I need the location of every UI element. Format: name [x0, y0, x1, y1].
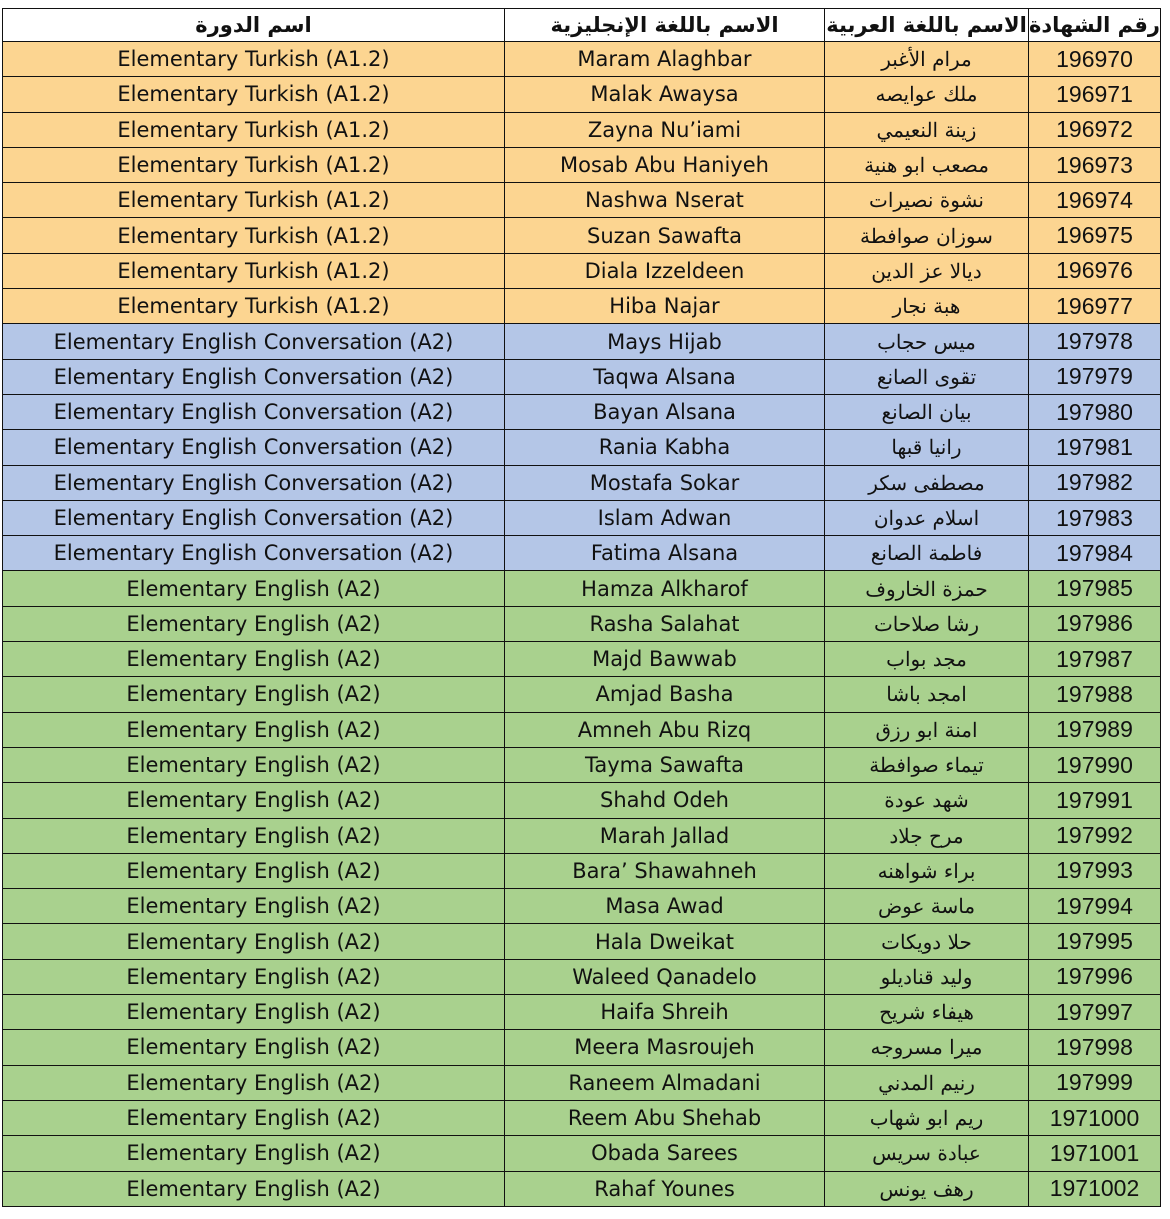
certificate-number-cell: 197985 — [1029, 571, 1161, 606]
english-name-cell: Waleed Qanadelo — [505, 959, 825, 994]
table-row — [3, 289, 1161, 324]
certificate-number-cell: 197996 — [1029, 959, 1161, 994]
arabic-name-cell: حلا دويكات — [825, 924, 1029, 959]
certificate-number-cell: 197980 — [1029, 394, 1161, 429]
course-cell: Elementary English (A2) — [3, 995, 505, 1030]
course-cell: Elementary English (A2) — [3, 747, 505, 782]
arabic-name-cell: شهد عودة — [825, 783, 1029, 818]
course-cell: Elementary Turkish (A1.2) — [3, 289, 505, 324]
certificate-number-cell: 196970 — [1029, 42, 1161, 77]
table-row — [3, 183, 1161, 218]
table-row — [3, 1030, 1161, 1065]
english-name-cell: Hiba Najar — [505, 289, 825, 324]
table-row — [3, 1065, 1161, 1100]
header-certificate-number: رقم الشهادة — [1029, 9, 1161, 42]
english-name-cell: Hamza Alkharof — [505, 571, 825, 606]
english-name-cell: Marah Jallad — [505, 818, 825, 853]
english-name-cell: Raneem Almadani — [505, 1065, 825, 1100]
certificate-number-cell: 197991 — [1029, 783, 1161, 818]
table-row — [3, 889, 1161, 924]
certificate-number-cell: 197989 — [1029, 712, 1161, 747]
arabic-name-cell: فاطمة الصانع — [825, 536, 1029, 571]
course-cell: Elementary English (A2) — [3, 1171, 505, 1206]
course-cell: Elementary English (A2) — [3, 1065, 505, 1100]
arabic-name-cell: هبة نجار — [825, 289, 1029, 324]
english-name-cell: Hala Dweikat — [505, 924, 825, 959]
english-name-cell: Islam Adwan — [505, 500, 825, 535]
table-row — [3, 500, 1161, 535]
table-row — [3, 924, 1161, 959]
table-row — [3, 1100, 1161, 1135]
course-cell: Elementary English (A2) — [3, 1100, 505, 1135]
english-name-cell: Rasha Salahat — [505, 606, 825, 641]
english-name-cell: Amjad Basha — [505, 677, 825, 712]
table-row — [3, 818, 1161, 853]
arabic-name-cell: تيماء صوافطة — [825, 747, 1029, 782]
table-row — [3, 783, 1161, 818]
certificate-number-cell: 1971000 — [1029, 1100, 1161, 1135]
arabic-name-cell: سوزان صوافطة — [825, 218, 1029, 253]
table-row — [3, 42, 1161, 77]
english-name-cell: Tayma Sawafta — [505, 747, 825, 782]
arabic-name-cell: مصعب ابو هنية — [825, 147, 1029, 182]
english-name-cell: Diala Izzeldeen — [505, 253, 825, 288]
arabic-name-cell: عبادة سريس — [825, 1136, 1029, 1171]
english-name-cell: Shahd Odeh — [505, 783, 825, 818]
arabic-name-cell: وليد قناديلو — [825, 959, 1029, 994]
english-name-cell: Fatima Alsana — [505, 536, 825, 571]
table-row — [3, 642, 1161, 677]
arabic-name-cell: بيان الصانع — [825, 394, 1029, 429]
certificate-number-cell: 197994 — [1029, 889, 1161, 924]
arabic-name-cell: مجد بواب — [825, 642, 1029, 677]
certificate-number-cell: 196973 — [1029, 147, 1161, 182]
english-name-cell: Maram Alaghbar — [505, 42, 825, 77]
certificate-number-cell: 196975 — [1029, 218, 1161, 253]
certificate-number-cell: 197988 — [1029, 677, 1161, 712]
certificate-number-cell: 197992 — [1029, 818, 1161, 853]
certificate-number-cell: 197986 — [1029, 606, 1161, 641]
table-row — [3, 112, 1161, 147]
arabic-name-cell: اسلام عدوان — [825, 500, 1029, 535]
arabic-name-cell: نشوة نصيرات — [825, 183, 1029, 218]
course-cell: Elementary English (A2) — [3, 783, 505, 818]
table-body — [3, 42, 1161, 1207]
course-cell: Elementary Turkish (A1.2) — [3, 183, 505, 218]
english-name-cell: Haifa Shreih — [505, 995, 825, 1030]
english-name-cell: Bayan Alsana — [505, 394, 825, 429]
english-name-cell: Zayna Nu’iami — [505, 112, 825, 147]
certificate-number-cell: 197998 — [1029, 1030, 1161, 1065]
table-row — [3, 677, 1161, 712]
table-row — [3, 430, 1161, 465]
certificate-number-cell: 197990 — [1029, 747, 1161, 782]
certificate-number-cell: 196972 — [1029, 112, 1161, 147]
course-cell: Elementary English (A2) — [3, 642, 505, 677]
certificate-number-cell: 197995 — [1029, 924, 1161, 959]
certificate-number-cell: 197982 — [1029, 465, 1161, 500]
english-name-cell: Taqwa Alsana — [505, 359, 825, 394]
english-name-cell: Amneh Abu Rizq — [505, 712, 825, 747]
table-row — [3, 77, 1161, 112]
arabic-name-cell: رهف يونس — [825, 1171, 1029, 1206]
table-row — [3, 253, 1161, 288]
certificate-number-cell: 196971 — [1029, 77, 1161, 112]
english-name-cell: Meera Masroujeh — [505, 1030, 825, 1065]
course-cell: Elementary English Conversation (A2) — [3, 465, 505, 500]
table-row — [3, 571, 1161, 606]
course-cell: Elementary Turkish (A1.2) — [3, 77, 505, 112]
certificate-number-cell: 197993 — [1029, 853, 1161, 888]
table-row — [3, 465, 1161, 500]
table-row — [3, 359, 1161, 394]
certificate-number-cell: 196976 — [1029, 253, 1161, 288]
english-name-cell: Bara’ Shawahneh — [505, 853, 825, 888]
course-cell: Elementary Turkish (A1.2) — [3, 147, 505, 182]
arabic-name-cell: مصطفى سكر — [825, 465, 1029, 500]
arabic-name-cell: مرام الأغبر — [825, 42, 1029, 77]
arabic-name-cell: ديالا عز الدين — [825, 253, 1029, 288]
english-name-cell: Reem Abu Shehab — [505, 1100, 825, 1135]
table-row — [3, 1136, 1161, 1171]
course-cell: Elementary English Conversation (A2) — [3, 500, 505, 535]
arabic-name-cell: مرح جلاد — [825, 818, 1029, 853]
arabic-name-cell: تقوى الصانع — [825, 359, 1029, 394]
course-cell: Elementary English (A2) — [3, 924, 505, 959]
arabic-name-cell: هيفاء شريح — [825, 995, 1029, 1030]
table-row — [3, 747, 1161, 782]
certificate-number-cell: 197983 — [1029, 500, 1161, 535]
certificate-number-cell: 197999 — [1029, 1065, 1161, 1100]
table-row — [3, 853, 1161, 888]
certificate-number-cell: 197979 — [1029, 359, 1161, 394]
certificate-number-cell: 1971002 — [1029, 1171, 1161, 1206]
course-cell: Elementary English (A2) — [3, 712, 505, 747]
certificate-number-cell: 197978 — [1029, 324, 1161, 359]
course-cell: Elementary Turkish (A1.2) — [3, 218, 505, 253]
arabic-name-cell: ميس حجاب — [825, 324, 1029, 359]
arabic-name-cell: ملك عوايصه — [825, 77, 1029, 112]
arabic-name-cell: زينة النعيمي — [825, 112, 1029, 147]
course-cell: Elementary English (A2) — [3, 571, 505, 606]
table-row — [3, 959, 1161, 994]
arabic-name-cell: ماسة عوض — [825, 889, 1029, 924]
certificate-number-cell: 197984 — [1029, 536, 1161, 571]
english-name-cell: Nashwa Nserat — [505, 183, 825, 218]
arabic-name-cell: امجد باشا — [825, 677, 1029, 712]
course-cell: Elementary Turkish (A1.2) — [3, 112, 505, 147]
arabic-name-cell: ميرا مسروجه — [825, 1030, 1029, 1065]
course-cell: Elementary English (A2) — [3, 677, 505, 712]
course-cell: Elementary English Conversation (A2) — [3, 536, 505, 571]
certificate-number-cell: 196977 — [1029, 289, 1161, 324]
course-cell: Elementary English Conversation (A2) — [3, 394, 505, 429]
arabic-name-cell: حمزة الخاروف — [825, 571, 1029, 606]
table-row — [3, 606, 1161, 641]
english-name-cell: Rahaf Younes — [505, 1171, 825, 1206]
english-name-cell: Masa Awad — [505, 889, 825, 924]
certificate-number-cell: 196974 — [1029, 183, 1161, 218]
course-cell: Elementary English Conversation (A2) — [3, 359, 505, 394]
english-name-cell: Mosab Abu Haniyeh — [505, 147, 825, 182]
table-row — [3, 218, 1161, 253]
course-cell: Elementary Turkish (A1.2) — [3, 42, 505, 77]
course-cell: Elementary English (A2) — [3, 1136, 505, 1171]
table-row — [3, 1171, 1161, 1206]
arabic-name-cell: رشا صلاحات — [825, 606, 1029, 641]
course-cell: Elementary English (A2) — [3, 889, 505, 924]
english-name-cell: Obada Sarees — [505, 1136, 825, 1171]
certificates-table — [2, 8, 1161, 1207]
header-arabic-name: الاسم باللغة العربية — [825, 9, 1029, 42]
header-english-name: الاسم باللغة الإنجليزية — [505, 9, 825, 42]
course-cell: Elementary Turkish (A1.2) — [3, 253, 505, 288]
table-row — [3, 995, 1161, 1030]
arabic-name-cell: رانيا قبها — [825, 430, 1029, 465]
course-cell: Elementary English Conversation (A2) — [3, 324, 505, 359]
certificate-number-cell: 197987 — [1029, 642, 1161, 677]
table-row — [3, 147, 1161, 182]
english-name-cell: Suzan Sawafta — [505, 218, 825, 253]
certificate-number-cell: 197997 — [1029, 995, 1161, 1030]
course-cell: Elementary English (A2) — [3, 606, 505, 641]
arabic-name-cell: ريم ابو شهاب — [825, 1100, 1029, 1135]
english-name-cell: Rania Kabha — [505, 430, 825, 465]
table-row — [3, 712, 1161, 747]
table-row — [3, 324, 1161, 359]
english-name-cell: Malak Awaysa — [505, 77, 825, 112]
course-cell: Elementary English (A2) — [3, 853, 505, 888]
english-name-cell: Mostafa Sokar — [505, 465, 825, 500]
header-row — [3, 9, 1161, 42]
certificate-number-cell: 1971001 — [1029, 1136, 1161, 1171]
course-cell: Elementary English (A2) — [3, 818, 505, 853]
english-name-cell: Majd Bawwab — [505, 642, 825, 677]
arabic-name-cell: براء شواهنه — [825, 853, 1029, 888]
arabic-name-cell: رنيم المدني — [825, 1065, 1029, 1100]
arabic-name-cell: امنة ابو رزق — [825, 712, 1029, 747]
table-row — [3, 536, 1161, 571]
table-row — [3, 394, 1161, 429]
course-cell: Elementary English (A2) — [3, 959, 505, 994]
header-course: اسم الدورة — [3, 9, 505, 42]
course-cell: Elementary English Conversation (A2) — [3, 430, 505, 465]
english-name-cell: Mays Hijab — [505, 324, 825, 359]
certificate-number-cell: 197981 — [1029, 430, 1161, 465]
course-cell: Elementary English (A2) — [3, 1030, 505, 1065]
